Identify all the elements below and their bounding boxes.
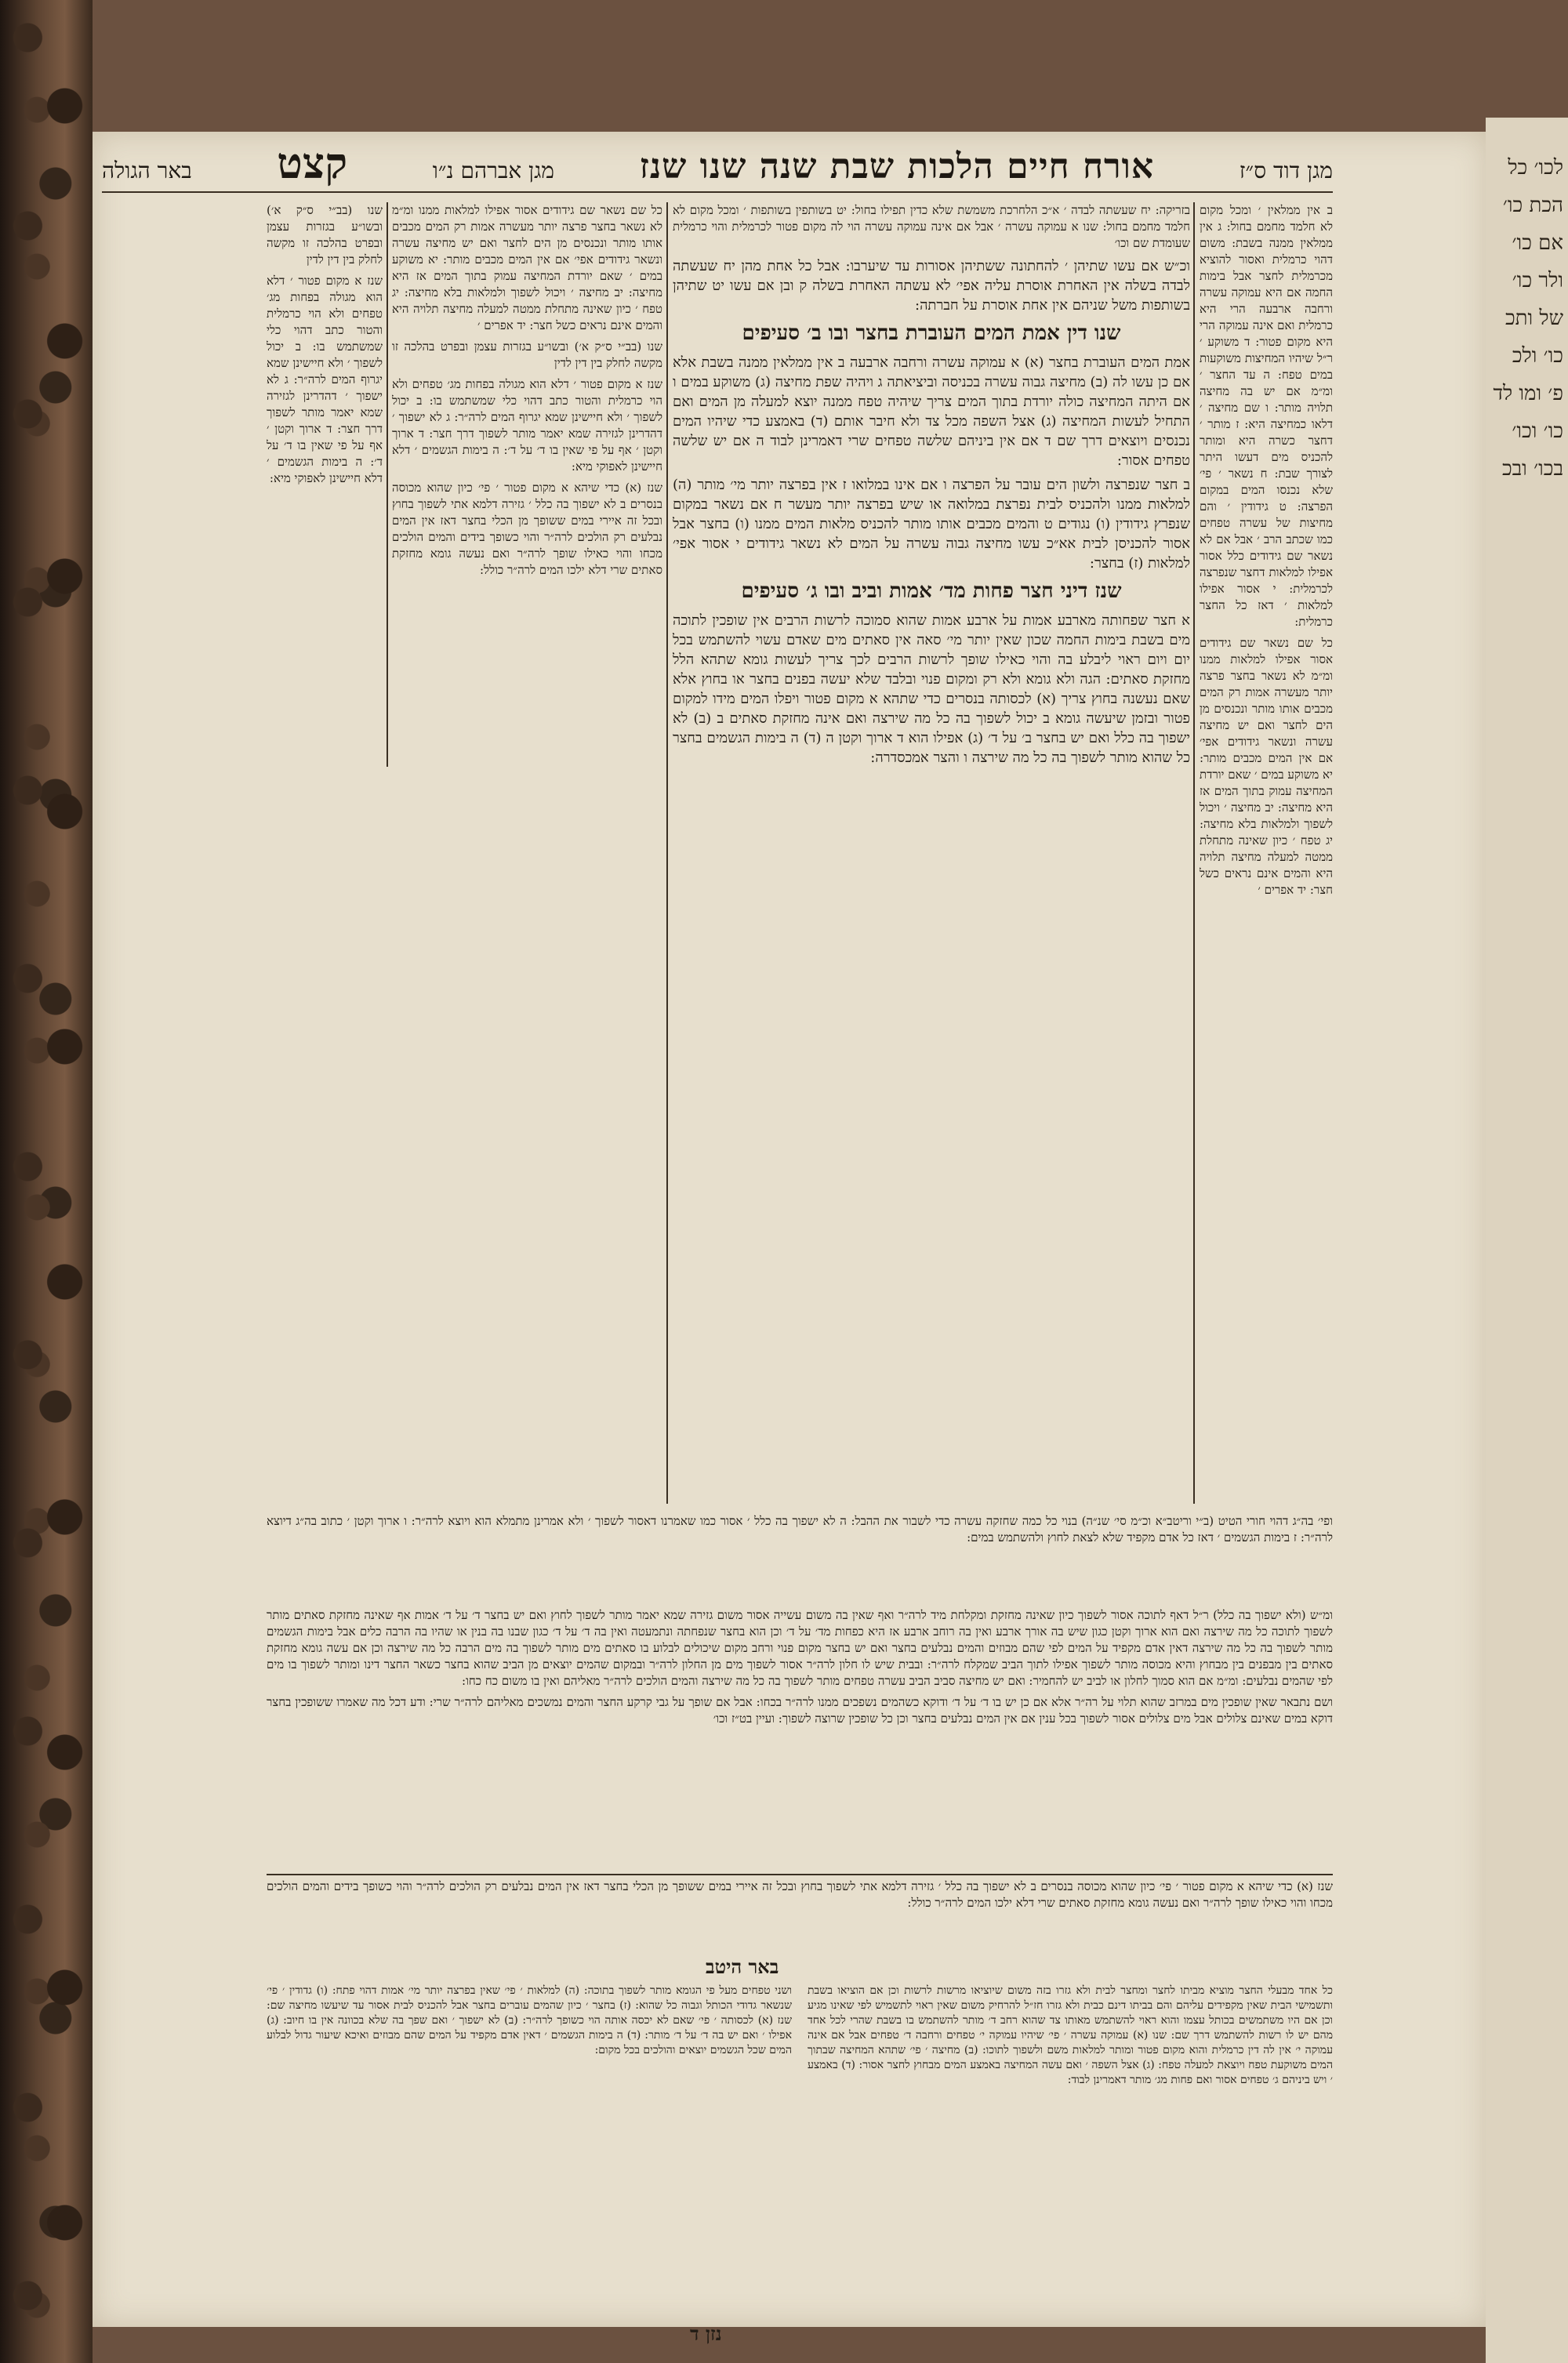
lower-bridge-text: ופי׳ בה״ג דהוי חורי הטיט (ב״י וריטב״א וכ״מ סי׳ שנ״ה) בנוי כל כמה שחזקה עשרה כדי לשבור את ההבל: ה לא ישפוך בה כלל ׳ אסור כמו שאמרנו דאסור לשפוך ׳ ולא אמרינן מתמלא הוא ויוצא לרה״ר: ו ארוך וקטן ׳ כתוב בה״ג דיוצא לרה״ר: ז בימות הגשמים ׳ דאז כל אדם מקפיד שלא לצאת לחוץ ולהשתמש במים: xyxy=(267,1514,1333,1544)
baer-hagolah-text: שנו (בב״י ס״ק א׳) ובשו״ע בגזרות עצמן ובפרט בהלכה זו מקשה לחלק בין דין לדין xyxy=(267,203,383,267)
page-header xyxy=(102,138,1333,188)
column-rule-2 xyxy=(666,202,668,1504)
siman-357-seif-a: א חצר שפחותה מארבע אמות על ארבע אמות שהוא סמוכה לרשות הרבים אין שופכין לתוכה מים בשבת בימות החמה שכון שאין יותר מי׳ סאה אין סאתים מים שאדם עשוי להשתמש בכל יום ויום ראוי ליבלע בה והוי כאילו שופך לרשות הרבים לכך צריך לעשות גומא שתהא הלל מחזקת סאתים: הגה ולא גומא ולא רק ומקום פנוי ובלבד שלא יעשה בפנים בחצר או בחוץ אלא שאם נעשנה בחוץ צריך (א) לכסותה בנסרים כדי שתהא א מקום פטור ויפלו המים מידו למקום פטור ובזמן שיעשה גומא ב יכול לשפוך בה כל מה שירצה ואם אינה מחזקת סאתים ב (ב) לא ישפוך בה כלל ואם יש בחצר ב׳ על ד׳ (ג) אפילו הוא ד ארוך וקטן ה (ד) ה בימות הגשמים בחצר כל שהוא מותר לשפוך בה כל מה שירצה ו והצר אמכסדרה: xyxy=(673,612,1190,766)
siman-357-closing-text: שנז (א) כדי שיהא א מקום פטור ׳ פי׳ כיון שהוא מכוסה בנסרים ב לא ישפוך בה כלל ׳ גזירה דלמא אתי לשפוך בחוץ ובכל זה איירי במים ששופך מן הכלי בחצר דאז אין המים נבלעים רק הולכים לרה״ר והוי כשופך בידים והמים הולכים מכחו והוי כאילו שופך לרה״ר ואם נעשה גומא מחזקת סאתים שרי דלא ילכו המים לרה״ר כולל: xyxy=(267,1879,1333,1910)
siman-357-closing xyxy=(267,1878,1333,1949)
magen-avraham-text: כל שם נשאר שם גידודים אסור אפילו למלאות ממנו ומ״מ לא נשאר בחצר פרצה יותר מעשרה אמות רק המים מכבים אותו מותר ונכנסים מן הים לחצר ואם יש מחיצה עשרה ונשאר גידודים אפי׳ אם אין המים מכבים מותר: יא משוקע במים ׳ שאם יורדת המחיצה עמוק בתוך המים אז היא מחיצה: יב מחיצה ׳ ויכול לשפוך ולמלאות בלא מחיצה: יג טפח ׳ כיון שאינה מתחלת ממטה למעלה מחיצה תלויה היא והמים אינם נראים כשל חצר: יד אפרים ׳ xyxy=(392,203,662,332)
header-rule xyxy=(102,191,1333,193)
siman-356-heading: שנו דין אמת המים העוברת בחצר ובו ב׳ סעיפים xyxy=(742,321,1121,345)
lower-full-text-2: ושם נתבאר שאין שופכין מים במרזב שהוא תלוי על רה״ר אלא אם כן יש בו ד׳ על ד׳ ודוקא כשהמים נשפכים ממנו לרה״ר בכחו: אבל אם שופך על גבי קרקע החצר והמים נמשכים מאליהם לרה״ר שרי: ודע דכל מה שאמרו ששופכין בחצר דוקא במים שאינם צלולים אבל מים צלולים אסור לשפוך בכל ענין אם אין המים נבלעים בחצר וכן כל שופכין שרוצה לשפוך: ועיין בט״ז וכו׳ xyxy=(267,1695,1333,1726)
footer-rule xyxy=(267,1874,1333,1875)
folio-number: קצט xyxy=(277,138,348,188)
column-rule-3 xyxy=(387,202,388,767)
page-title: אורח חיים הלכות שבת שנה שנו שנז xyxy=(639,147,1155,187)
intro-text: בזריקה: יח שעשתה לבדה ׳ א״כ הלחרכת משמשת שלא כדין תפילו בחול: יט בשותפין בשותפות ׳ ומכל מקום לא חלמד מחמם בחול: שנו א עמוקה עשרה ׳ אבל אם אינה עמוקה עשרה הוי לה מקום פטור לכרמלית והוי כרמלית שעומדת שם וכו׳ xyxy=(673,203,1190,250)
siman-357-gloss: שנז א מקום פטור ׳ דלא הוא מגולה בפחות מג׳ טפחים ולא הוי כרמלית והטור כתב דהוי כלי שמשתמש בו: ב יכול לשפוך ׳ ולא חיישינן שמא יגרוף המים לרה״ר: ג לא ישפוך ׳ דהדרינן לגזירה שמא יאמר מותר לשפוך דרך חצר: ד ארוך וקטן ׳ אף על פי שאין בו ד׳ על ד׳: ה בימות הגשמים ׳ דלא חיישינן לאפוקי מיא: xyxy=(392,377,662,474)
inner-commentary-column xyxy=(392,202,662,1504)
signature-mark: נזן ד xyxy=(690,2322,722,2345)
siman-reference: שנו (בב״י ס״ק א׳) ובשו״ע בגזרות עצמן ובפרט בהלכה זו מקשה לחלק בין דין לדין xyxy=(392,339,662,370)
lower-full-text: ומ״ש (ולא ישפוך בה כלל) ר״ל דאף לתוכה אסור לשפוך כיון שאינה מחזקת ומקלחת מיד לרה״ר ואף שאין בה משום עשייה אסור משום גזירה שמא יאמר מותר לשפוך לחוץ ואם יש בחצר ד׳ על ד׳ אמות אף שאינה מחזקת סאתים מותר לשפוך לתוכה כל מה שירצה ואם הוא ארוך וקטן כגון שיש בה אורך ארבע ואין בה רוחב ארבע אז היא כפחות מד׳ על ד׳ וכן הוא בחצר שנפחתה ונתמעטה ואין בה ד׳ על ד׳ כגון שבנו בה בנין או שהיו בה הרבה כלים אבל בימות הגשמים מותר לשפוך בה כל מה שירצה דאין אדם מקפיד על המים לפי שהם מבוזים והמים נבלעים בחצר ואם יש בחצר מקום פנוי ורחב מקום שיכולים לבלוע בו סאתים מים מותר לשפוך בה מים הרבה כל מה שירצה וכן אם עשה גומא מחזקת סאתים בין מבפנים בין מבחוץ והיא מכוסה מותר לשפוך אפילו לתוך הביב שמקלח לרה״ר: ובבית שיש לו חלון לרה״ר אסור לשפוך מים מן החלון לרה״ר ובמקום שהמים יוצאים מן הביב שהוא בחצר כשאר החצר דינו ומותר לשפוך בו מים לפי שהמים נבלעים: ומ״מ אם הוא סמוך לחלון או לביב יש להחמיר: ואם יש מחיצה סביב הביב עשרה טפחים מותר לשפוך בה כל מה שירצה והמים הולכים לרה״ר מאליהם ואין בו משום כח כחו: xyxy=(267,1608,1333,1688)
header-gloss-label: באר הגולה xyxy=(102,158,192,183)
column-rule-1 xyxy=(1193,202,1195,1504)
siman-357-heading: שנז דיני חצר פחות מד׳ אמות וביב ובו ג׳ סעיפים xyxy=(741,579,1122,603)
next-page-text: לכו׳ כל הכת כו׳ אם כו׳ ולר כו׳ של ותכ כו׳ ולכ פ׳ ומו לד כו׳ וכו׳ בכו׳ ובכ xyxy=(1493,156,1563,481)
siman-356-seif-a: אמת המים העוברת בחצר (א) א עמוקה עשרה ורחבה ארבעה ב אין ממלאין ממנה בשבת אלא אם כן עשו לה (ב) מחיצה גבוה עשרה בכניסה וביציאתה ג ויהיה שפת מחיצה (ג) משוקע במים ו אם היתה המחיצה כולה יורדת בתוך המים צריך שיהיה טפח ממנה יוצא למעלה מן המים ואם התחיל לעשות המחיצה (ג) אצל השפה מכל צד ולא חיבר אותם (ד) באמצע כדי שיהיו המים נכנסים ויוצאים דרך שם ד אם אין ביניהם שלשה טפחים שרי דאמרינן לבוד ה אם יש שלשה טפחים אסור: xyxy=(673,354,1190,469)
right-commentary-column xyxy=(1200,202,1333,1496)
baer-heitev-left: ושני טפחים מעל פי הגומא מותר לשפוך בתוכה: (ה) למלאות ׳ פי׳ שאין בפרצה יותר מי׳ אמות דהוי פתח: (ו) גדודין ׳ פי׳ שנשאר גדודי הכותל וגבוה כל שהוא: (ז) בחצר ׳ כיון שהמים עוברים בחצר אבל להכניס לבית אסור עד שיעשו מחיצה שם: שנז (א) לכסותה ׳ פי׳ שאם לא יכסה אותה הוי כשופך לרה״ר: (ב) לא ישפוך ׳ ואם שפך בה שלא בכוונה אין בו חיוב: (ג) אפילו ׳ ואם יש בה ד׳ על ד׳ מותר: (ד) ה בימות הגשמים ׳ דאין אדם מקפיד על המים שהם מבוזים ואיכא שיעור גדול לבלוע המים שכל הגשמים יוצאים והולכים בכל מקום: xyxy=(267,1984,792,2056)
lower-commentary-bridge xyxy=(267,1513,1333,1599)
main-text-column xyxy=(673,202,1190,1504)
right-commentary-text-2: כל שם נשאר שם גידודים אסור אפילו למלאות ממנו ומ״מ לא נשאר בחצר פרצה יותר מעשרה אמות רק המים מכבים אותו מותר ונכנסים מן הים לחצר ואם יש מחיצה עשרה ונשאר גידודים אפי׳ אם אין המים מכבים מותר: יא משוקע במים ׳ שאם יורדת המחיצה עמוק בתוך המים אז היא מחיצה: יב מחיצה ׳ ויכול לשפוך ולמלאות בלא מחיצה: יג טפח ׳ כיון שאינה מתחלת ממטה למעלה מחיצה תלויה היא והמים אינם נראים כשל חצר: יד אפרים ׳ xyxy=(1200,636,1333,897)
siman-357-gloss-2: שנז (א) כדי שיהא א מקום פטור ׳ פי׳ כיון שהוא מכוסה בנסרים ב לא ישפוך בה כלל ׳ גזירה דלמא אתי לשפוך בחוץ ובכל זה איירי במים ששופך מן הכלי בחצר דאז אין המים נבלעים רק הולכים לרה״ר והוי כשופך בידים והמים הולכים מכחו והוי כאילו שופך לרה״ר ואם נעשה גומא מחזקת סאתים שרי דלא ילכו המים לרה״ר כולל: xyxy=(392,481,662,577)
baer-heitev-right: כל אחד מבעלי החצר מוציא מביתו לחצר ומחצר לבית ולא גזרו בזה משום שיוציאו מרשות לרשות וכן אם הוציאו בשבת ותשמישי הבית שאין מקפידים עליהם והם בביתו דינם כבית ולא גזרו חז״ל להרחיק משום שאין ראוי לתשמיש לפי שאינו מגיע וכן אם היו משתמשים בכותל עצמו והוא ראוי להשתמש מאותו צד שהוא רחב ד׳ מותר להשתמש בו בשבת שהרי לכל אחד מהם יש לו רשות להשתמש דרך שם: שנו (א) עמוקה עשרה ׳ פי׳ שיהיו עמוקה י׳ טפחים ורחבה ד׳ טפחים אבל אם אינה עמוקה י׳ אין לה דין כרמלית והוא מקום פטור ומותר למלאות משם ולשפוך לתוכו: (ב) מחיצה ׳ פי׳ שתהא המחיצה שבתוך המים משוקעת טפח ויוצאת למעלה טפח: (ג) אצל השפה ׳ ואם עשה המחיצה באמצע המים מבחוץ לחצר אסור: (ד) באמצע ׳ ויש ביניהם ג׳ טפחים אסור ואם פחות מג׳ מותר דאמרינן לבוד: xyxy=(808,1984,1333,2086)
right-commentary-text: ב אין ממלאין ׳ ומכל מקום לא חלמד מחמם בחול: ג אין ממלאין ממנה בשבת: משום דהוי כרמלית ואסור להוציא מכרמלית לחצר אבל בימות החמה אם היא עמוקה עשרה ורחבה ארבעה הרי היא כרמלית ואם אינה עמוקה הרי היא מקום פטור: ד משוקע ׳ ר״ל שיהיו המחיצות משוקעות במים טפח: ה עד החצר ׳ ומ״מ אם יש בה מחיצה תלויה מותר: ו שם מחיצה ׳ דלאו כמחיצה היא: ז מותר ׳ דחצר כשרה היא ומותר להכניס מים דעשו היתר לצורך שבת: ח נשאר ׳ פי׳ שלא נכנסו המים במקום הפרצה: ט גידודין ׳ והם מחיצות של עשרה טפחים כמו שכתב הרב ׳ אבל אם לא נשאר שם גידודים כלל אסור אפילו למלאות דחצר שנפרצה לכרמלית: י אסור אפילו למלאות ׳ דאז כל החצר כרמלית: xyxy=(1200,203,1333,629)
siman-356-seif-b: ב חצר שנפרצה ולשון הים עובר על הפרצה ו אם אינו במלואו ז אין בפרצה יותר מי׳ מותר (ה) למלאות ממנו ולהכניס לבית נפרצת במלואה או שיש בפרצה יותר מעשר ח אם נשאר במקום שנפרץ גידודין (ו) נגודים ט והמים מכבים אותו מותר להכניס מלאות המים ממנו (ו) בחצר אבל אסור להכניסן לבית אא״כ עשו מחיצה גבוה עשרה על המים לא נשאר גידודים י אסור אפי׳ למלאות (ז) בחצר: xyxy=(673,477,1190,572)
baer-hagolah-column xyxy=(267,202,383,767)
book-binding xyxy=(0,0,93,2363)
next-page-edge xyxy=(1486,118,1568,2363)
baer-hagolah-text-2: שנז א מקום פטור ׳ דלא הוא מגולה בפחות מג׳ טפחים ולא הוי כרמלית והטור כתב דהוי כלי שמשתמש בו: ב יכול לשפוך ׳ ולא חיישינן שמא יגרוף המים לרה״ר: ג לא ישפוך ׳ דהדרינן לגזירה שמא יאמר מותר לשפוך דרך חצר: ד ארוך וקטן ׳ אף על פי שאין בו ד׳ על ד׳: ה בימות הגשמים ׳ דלא חיישינן לאפוקי מיא: xyxy=(267,274,383,485)
header-left-label: מגן אברהם נ״ו xyxy=(432,158,555,183)
intro-text-2: וכ״ש אם עשו שתיהן ׳ להחתונה ששתיהן אסורות עד שיערבו: אבל כל אחת מהן יח שעשתה לבדה בשלה אין האחרת אוסרת עליה אפי׳ לא עשתה האחרת בשלה ק ובן אם עשו יט שתיהן בשותפות משל שניהם אין אחת אוסרת על חברתה: xyxy=(673,258,1190,314)
baer-heitev-heading: באר היטב xyxy=(706,1955,779,1978)
header-right-label: מגן דוד ס״ז xyxy=(1239,158,1333,183)
lower-commentary-full xyxy=(267,1607,1333,1866)
